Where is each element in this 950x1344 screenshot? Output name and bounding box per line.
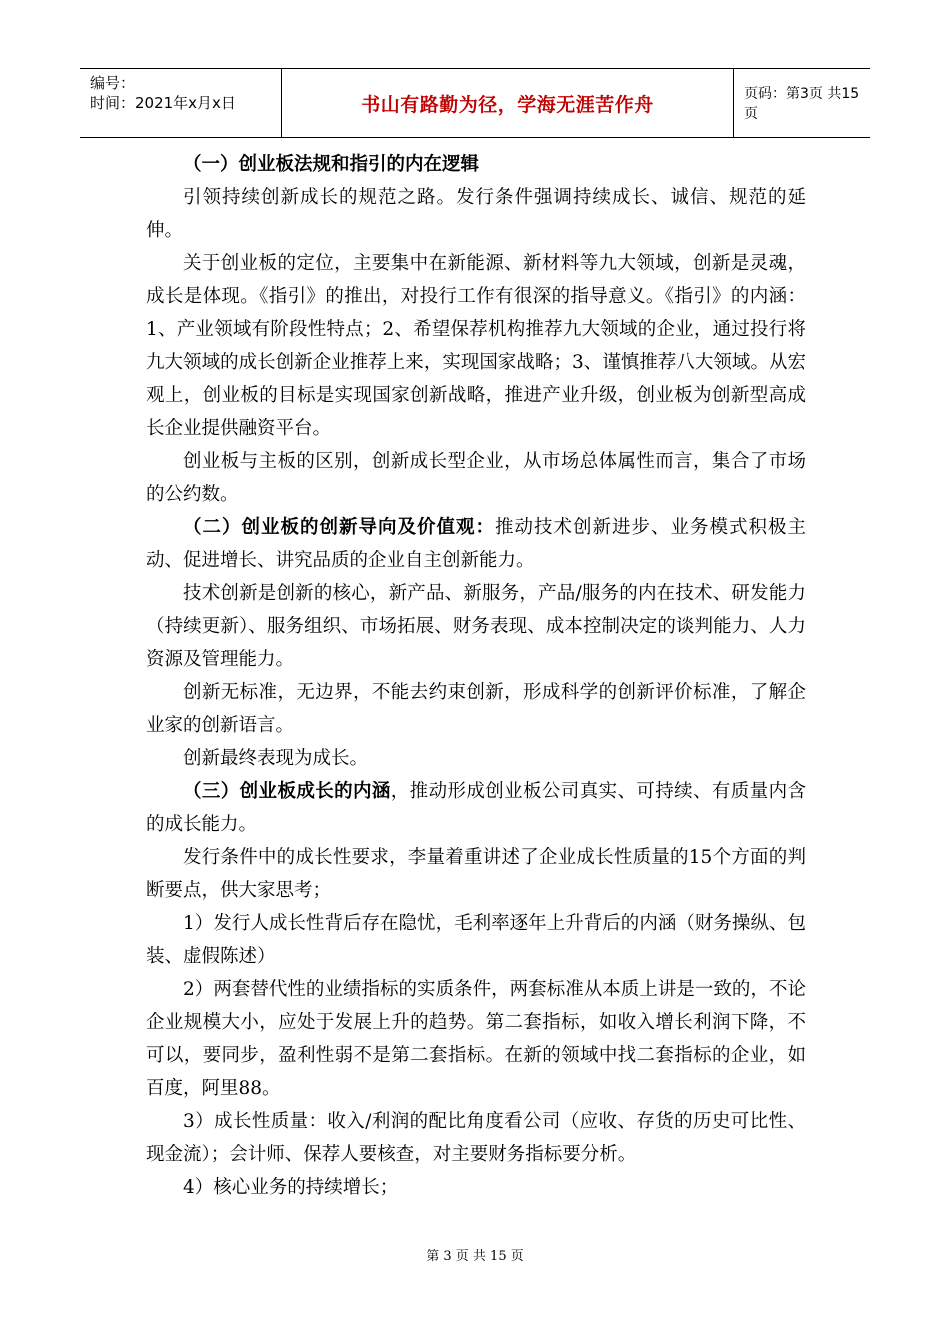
heading-rest: 推动技术创新进步、业务模式积极主动、促进增长、讲究品质的企业自主创新能力。 (146, 517, 806, 571)
paragraph: 创新最终表现为成长。 (183, 748, 369, 769)
header-motto-cell (282, 69, 734, 137)
paragraph: 技术创新是创新的核心，新产品、新服务，产品/服务的内在技术、研发能力（持续更新）、服务组织、市场拓展、财务表现、成本控制决定的谈判能力、人力资源及管理能力。 (146, 583, 806, 670)
number-label: 编号： (90, 74, 136, 92)
paragraph: 1）发行人成长性背后存在隐忧，毛利率逐年上升背后的内涵（财务操纵、包装、虚假陈述） (146, 913, 806, 967)
paragraph: 发行条件中的成长性要求，李量着重讲述了企业成长性质量的15个方面的判断要点，供大家思考； (146, 847, 806, 901)
header-info-cell (80, 69, 282, 137)
section-heading-2 (146, 511, 806, 577)
paragraph: 3）成长性质量：收入/利润的配比角度看公司（应收、存货的历史可比性、现金流）；会计师、保荐人要核查，对主要财务指标要分析。 (146, 1111, 806, 1165)
paragraph: 4）核心业务的持续增长； (183, 1177, 399, 1198)
page-label: 页码：第3页 共15页 (744, 86, 860, 122)
heading-rest: ，推动形成创业板公司真实、可持续、有质量内含的成长能力。 (146, 781, 806, 835)
motto-text: 书山有路勤为径，学海无涯苦作舟 (361, 93, 654, 116)
paragraph: 创新无标准，无边界，不能去约束创新，形成科学的创新评价标准，了解企业家的创新语言。 (146, 682, 806, 736)
heading-text: （一）创业板法规和指引的内在逻辑 (183, 154, 480, 175)
paragraph: 创业板与主板的区别，创新成长型企业，从市场总体属性而言，集合了市场的公约数。 (146, 451, 806, 505)
heading-text: （三）创业板成长的内涵 (183, 781, 391, 802)
section-heading-1 (146, 148, 806, 181)
document-body (146, 148, 806, 1204)
heading-text: （二）创业板的创新导向及价值观： (183, 517, 495, 538)
section-heading-3 (146, 775, 806, 841)
header-page-cell (734, 69, 870, 137)
header-table (80, 68, 870, 138)
paragraph: 2）两套替代性的业绩指标的实质条件，两套标准从本质上讲是一致的，不论企业规模大小，应处于发展上升的趋势。第二套指标，如收入增长利润下降，不可以，要同步，盈利性弱不是第二套指标。在新的领域中找二套指标的企业，如百度，阿里88。 (146, 979, 806, 1099)
page-footer: 第 3 页 共 15 页 (426, 1249, 524, 1264)
paragraph: 关于创业板的定位，主要集中在新能源、新材料等九大领域，创新是灵魂，成长是体现。《指引》的推出，对投行工作有很深的指导意义。《指引》的内涵：1、产业领域有阶段性特点；2、希望保荐机构推荐九大领域的企业，通过投行将九大领域的成长创新企业推荐上来，实现国家战略；3、谨慎推荐八大领域。从宏观上，创业板的目标是实现国家创新战略，推进产业升级，创业板为创新型高成长企业提供融资平台。 (146, 253, 806, 439)
paragraph: 引领持续创新成长的规范之路。发行条件强调持续成长、诚信、规范的延伸。 (146, 187, 806, 241)
time-label: 时间：2021年x月x日 (90, 94, 236, 112)
